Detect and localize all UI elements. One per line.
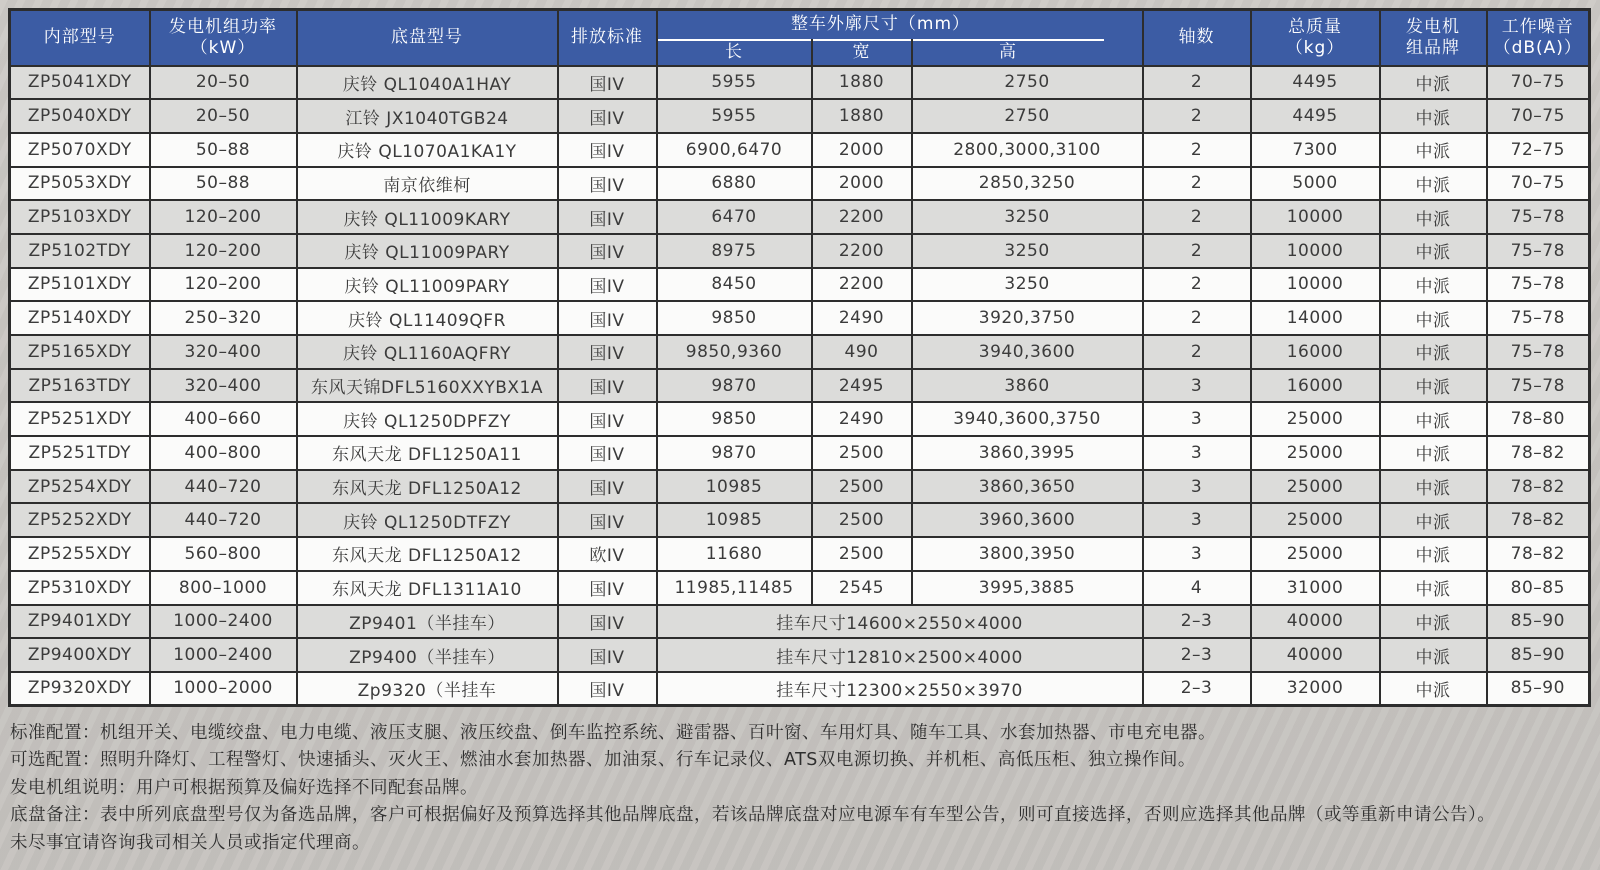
header-mass-line1: 总质量	[1288, 16, 1343, 37]
cell-power: 440–720	[150, 503, 297, 537]
cell-height: 2750	[912, 99, 1143, 133]
cell-axles: 2	[1143, 200, 1251, 234]
cell-mass: 25000	[1251, 470, 1380, 504]
cell-height: 3250	[912, 268, 1143, 302]
cell-model: ZP5251XDY	[10, 402, 150, 436]
cell-axles: 3	[1143, 503, 1251, 537]
cell-width: 2200	[812, 268, 912, 302]
cell-axles: 3	[1143, 436, 1251, 470]
cell-mass: 7300	[1251, 133, 1380, 167]
cell-axles: 3	[1143, 537, 1251, 571]
cell-mass: 31000	[1251, 571, 1380, 605]
cell-emission: 国IV	[558, 605, 657, 639]
cell-power: 1000–2400	[150, 605, 297, 639]
cell-model: ZP5103XDY	[10, 200, 150, 234]
cell-brand: 中派	[1380, 672, 1487, 706]
cell-emission: 欧IV	[558, 537, 657, 571]
cell-emission: 国IV	[558, 369, 657, 403]
cell-emission: 国IV	[558, 638, 657, 672]
cell-mass: 32000	[1251, 672, 1380, 706]
cell-height: 3960,3600	[912, 503, 1143, 537]
cell-chassis: 江铃 JX1040TGB24	[297, 99, 558, 133]
cell-width: 2490	[812, 301, 912, 335]
cell-mass: 5000	[1251, 167, 1380, 201]
cell-length: 9850,9360	[657, 335, 812, 369]
cell-emission: 国IV	[558, 402, 657, 436]
cell-width: 2495	[812, 369, 912, 403]
cell-axles: 2	[1143, 234, 1251, 268]
cell-model: ZP5251TDY	[10, 436, 150, 470]
cell-width: 2200	[812, 234, 912, 268]
cell-length: 10985	[657, 503, 812, 537]
table-row	[10, 133, 1590, 167]
cell-emission: 国IV	[558, 133, 657, 167]
cell-model: ZP5165XDY	[10, 335, 150, 369]
header-mass-line2: （kg）	[1285, 37, 1345, 58]
cell-chassis: 庆铃 QL1070A1KA1Y	[297, 133, 558, 167]
cell-power: 1000–2000	[150, 672, 297, 706]
cell-brand: 中派	[1380, 638, 1487, 672]
cell-power: 120–200	[150, 234, 297, 268]
header-brand-line2: 组品牌	[1406, 37, 1461, 58]
cell-mass: 10000	[1251, 200, 1380, 234]
cell-length: 11680	[657, 537, 812, 571]
cell-brand: 中派	[1380, 402, 1487, 436]
cell-length: 6470	[657, 200, 812, 234]
cell-chassis: ZP9400（半挂车）	[297, 638, 558, 672]
cell-emission: 国IV	[558, 167, 657, 201]
cell-model: ZP5254XDY	[10, 470, 150, 504]
cell-emission: 国IV	[558, 200, 657, 234]
cell-length: 9850	[657, 301, 812, 335]
cell-model: ZP5040XDY	[10, 99, 150, 133]
cell-height: 3860	[912, 369, 1143, 403]
cell-model: ZP9320XDY	[10, 672, 150, 706]
cell-length: 10985	[657, 470, 812, 504]
cell-width: 1880	[812, 66, 912, 100]
note-optional-config: 可选配置：照明升降灯、工程警灯、快速插头、灭火王、燃油水套加热器、加油泵、行车记录仪、ATS双电源切换、并机柜、高低压柜、独立操作间。	[10, 750, 1196, 771]
cell-power: 800–1000	[150, 571, 297, 605]
header-height: 高	[912, 40, 1105, 66]
cell-length: 8975	[657, 234, 812, 268]
header-power-line2: （kW）	[190, 37, 256, 58]
cell-length: 6880	[657, 167, 812, 201]
table-row	[10, 402, 1590, 436]
cell-mass: 16000	[1251, 369, 1380, 403]
note-standard-config: 标准配置：机组开关、电缆绞盘、电力电缆、液压支腿、液压绞盘、倒车监控系统、避雷器、百叶窗、车用灯具、随车工具、水套加热器、市电充电器。	[10, 723, 1216, 743]
cell-power: 20–50	[150, 99, 297, 133]
cell-model: ZP9400XDY	[10, 638, 150, 672]
cell-chassis: 庆铃 QL11009KARY	[297, 200, 558, 234]
cell-power: 120–200	[150, 200, 297, 234]
cell-power: 120–200	[150, 268, 297, 302]
cell-brand: 中派	[1380, 436, 1487, 470]
cell-axles: 3	[1143, 470, 1251, 504]
cell-brand: 中派	[1380, 268, 1487, 302]
cell-axles: 2	[1143, 301, 1251, 335]
cell-height: 3920,3750	[912, 301, 1143, 335]
cell-height: 2750	[912, 66, 1143, 100]
cell-axles: 2	[1143, 99, 1251, 133]
cell-length: 8450	[657, 268, 812, 302]
cell-mass: 40000	[1251, 605, 1380, 639]
header-brand-line1: 发电机	[1406, 16, 1461, 37]
cell-mass: 14000	[1251, 301, 1380, 335]
notes-section	[10, 720, 1590, 857]
cell-chassis: 庆铃 QL1250DTFZY	[297, 503, 558, 537]
table-body	[10, 66, 1590, 706]
table-row	[10, 436, 1590, 470]
cell-width: 2200	[812, 200, 912, 234]
cell-brand: 中派	[1380, 369, 1487, 403]
cell-height: 3940,3600	[912, 335, 1143, 369]
header-chassis: 底盘型号	[297, 10, 558, 66]
cell-power: 250–320	[150, 301, 297, 335]
cell-axles: 2–3	[1143, 672, 1251, 706]
cell-emission: 国IV	[558, 436, 657, 470]
cell-height: 3860,3995	[912, 436, 1143, 470]
cell-axles: 2	[1143, 133, 1251, 167]
header-mass	[1251, 10, 1380, 66]
cell-axles: 3	[1143, 369, 1251, 403]
cell-length: 6900,6470	[657, 133, 812, 167]
cell-noise: 78–82	[1487, 503, 1590, 537]
cell-chassis: 南京依维柯	[297, 167, 558, 201]
table-row	[10, 234, 1590, 268]
cell-chassis: 东风天锦DFL5160XXYBX1A	[297, 369, 558, 403]
cell-width: 490	[812, 335, 912, 369]
cell-noise: 72–75	[1487, 133, 1590, 167]
cell-height: 3800,3950	[912, 537, 1143, 571]
cell-power: 440–720	[150, 470, 297, 504]
table-row	[10, 200, 1590, 234]
cell-length: 9870	[657, 369, 812, 403]
cell-height: 3860,3650	[912, 470, 1143, 504]
header-noise-line1: 工作噪音	[1501, 16, 1574, 37]
cell-emission: 国IV	[558, 99, 657, 133]
cell-mass: 25000	[1251, 503, 1380, 537]
cell-noise: 75–78	[1487, 301, 1590, 335]
cell-model: ZP5140XDY	[10, 301, 150, 335]
cell-mass: 4495	[1251, 66, 1380, 100]
cell-axles: 2	[1143, 66, 1251, 100]
cell-noise: 70–75	[1487, 66, 1590, 100]
cell-brand: 中派	[1380, 605, 1487, 639]
cell-power: 560–800	[150, 537, 297, 571]
cell-chassis: 东风天龙 DFL1250A12	[297, 470, 558, 504]
cell-noise: 75–78	[1487, 335, 1590, 369]
cell-chassis: 庆铃 QL1160AQFRY	[297, 335, 558, 369]
cell-brand: 中派	[1380, 537, 1487, 571]
cell-length: 5955	[657, 66, 812, 100]
cell-brand: 中派	[1380, 99, 1487, 133]
header-model: 内部型号	[10, 10, 150, 66]
table-row	[10, 268, 1590, 302]
cell-power: 50–88	[150, 167, 297, 201]
cell-length: 5955	[657, 99, 812, 133]
cell-chassis: 庆铃 QL1040A1HAY	[297, 66, 558, 100]
header-noise	[1487, 10, 1590, 66]
cell-brand: 中派	[1380, 571, 1487, 605]
cell-dims_merged: 挂车尺寸12300×2550×3970	[657, 672, 1143, 706]
cell-emission: 国IV	[558, 571, 657, 605]
cell-width: 2000	[812, 133, 912, 167]
cell-brand: 中派	[1380, 133, 1487, 167]
cell-brand: 中派	[1380, 167, 1487, 201]
cell-chassis: ZP9401（半挂车）	[297, 605, 558, 639]
cell-noise: 85–90	[1487, 605, 1590, 639]
cell-axles: 2	[1143, 268, 1251, 302]
table-row	[10, 503, 1590, 537]
cell-chassis: 东风天龙 DFL1250A11	[297, 436, 558, 470]
table-row	[10, 605, 1590, 639]
cell-emission: 国IV	[558, 503, 657, 537]
cell-mass: 10000	[1251, 234, 1380, 268]
cell-power: 320–400	[150, 369, 297, 403]
cell-width: 1880	[812, 99, 912, 133]
cell-model: ZP5070XDY	[10, 133, 150, 167]
cell-height: 2850,3250	[912, 167, 1143, 201]
header-width: 宽	[812, 40, 912, 66]
cell-axles: 4	[1143, 571, 1251, 605]
cell-width: 2490	[812, 402, 912, 436]
cell-chassis: 东风天龙 DFL1250A12	[297, 537, 558, 571]
cell-noise: 70–75	[1487, 99, 1590, 133]
cell-emission: 国IV	[558, 268, 657, 302]
table-row	[10, 638, 1590, 672]
cell-axles: 2	[1143, 167, 1251, 201]
cell-emission: 国IV	[558, 66, 657, 100]
cell-model: ZP5101XDY	[10, 268, 150, 302]
table-row	[10, 167, 1590, 201]
cell-emission: 国IV	[558, 234, 657, 268]
cell-width: 2500	[812, 436, 912, 470]
header-power-line1: 发电机组功率	[169, 16, 277, 37]
cell-chassis: 东风天龙 DFL1311A10	[297, 571, 558, 605]
cell-power: 1000–2400	[150, 638, 297, 672]
cell-width: 2500	[812, 537, 912, 571]
cell-noise: 70–75	[1487, 167, 1590, 201]
cell-chassis: 庆铃 QL1250DPFZY	[297, 402, 558, 436]
cell-brand: 中派	[1380, 503, 1487, 537]
cell-mass: 10000	[1251, 268, 1380, 302]
cell-height: 3250	[912, 200, 1143, 234]
table-row	[10, 369, 1590, 403]
cell-brand: 中派	[1380, 234, 1487, 268]
cell-noise: 78–82	[1487, 470, 1590, 504]
cell-mass: 4495	[1251, 99, 1380, 133]
table-header	[10, 10, 1590, 66]
cell-power: 320–400	[150, 335, 297, 369]
table-row	[10, 301, 1590, 335]
header-power	[150, 10, 297, 66]
header-length: 长	[657, 40, 812, 66]
cell-dims_merged: 挂车尺寸12810×2500×4000	[657, 638, 1143, 672]
cell-power: 50–88	[150, 133, 297, 167]
cell-model: ZP5252XDY	[10, 503, 150, 537]
header-axles: 轴数	[1143, 10, 1251, 66]
cell-chassis: Zp9320（半挂车	[297, 672, 558, 706]
header-dimensions-group: 整车外廓尺寸（mm）	[657, 10, 1105, 40]
cell-model: ZP5053XDY	[10, 167, 150, 201]
header-noise-line2: （dB(A)）	[1493, 37, 1582, 58]
cell-mass: 40000	[1251, 638, 1380, 672]
cell-width: 2500	[812, 503, 912, 537]
cell-noise: 75–78	[1487, 268, 1590, 302]
cell-noise: 75–78	[1487, 200, 1590, 234]
cell-length: 9870	[657, 436, 812, 470]
table-row	[10, 571, 1590, 605]
note-chassis-remark: 底盘备注：表中所列底盘型号仅为备选品牌，客户可根据偏好及预算选择其他品牌底盘，若该品牌底盘对应电源车有车型公告，则可直接选择，否则应选择其他品牌（或等重新申请公告）。	[10, 805, 1496, 826]
header-row-1	[10, 10, 1590, 40]
cell-width: 2000	[812, 167, 912, 201]
table-row	[10, 335, 1590, 369]
cell-emission: 国IV	[558, 470, 657, 504]
cell-noise: 78–82	[1487, 436, 1590, 470]
cell-chassis: 庆铃 QL11009PARY	[297, 234, 558, 268]
cell-chassis: 庆铃 QL11009PARY	[297, 268, 558, 302]
cell-power: 400–660	[150, 402, 297, 436]
cell-chassis: 庆铃 QL11409QFR	[297, 301, 558, 335]
table-row	[10, 99, 1590, 133]
cell-model: ZP5102TDY	[10, 234, 150, 268]
cell-brand: 中派	[1380, 470, 1487, 504]
cell-mass: 25000	[1251, 402, 1380, 436]
spec-table	[8, 8, 1591, 707]
cell-noise: 75–78	[1487, 369, 1590, 403]
table-row	[10, 66, 1590, 100]
table-row	[10, 470, 1590, 504]
cell-model: ZP9401XDY	[10, 605, 150, 639]
cell-length: 11985,11485	[657, 571, 812, 605]
cell-axles: 3	[1143, 402, 1251, 436]
cell-noise: 75–78	[1487, 234, 1590, 268]
cell-width: 2545	[812, 571, 912, 605]
cell-height: 2800,3000,3100	[912, 133, 1143, 167]
cell-axles: 2	[1143, 335, 1251, 369]
cell-model: ZP5255XDY	[10, 537, 150, 571]
cell-noise: 80–85	[1487, 571, 1590, 605]
cell-noise: 85–90	[1487, 638, 1590, 672]
cell-power: 20–50	[150, 66, 297, 100]
cell-mass: 25000	[1251, 537, 1380, 571]
cell-noise: 78–80	[1487, 402, 1590, 436]
cell-noise: 78–82	[1487, 537, 1590, 571]
cell-model: ZP5310XDY	[10, 571, 150, 605]
cell-mass: 25000	[1251, 436, 1380, 470]
cell-emission: 国IV	[558, 672, 657, 706]
cell-height: 3250	[912, 234, 1143, 268]
cell-axles: 2–3	[1143, 638, 1251, 672]
table-row	[10, 537, 1590, 571]
note-contact: 未尽事宜请咨询我司相关人员或指定代理商。	[10, 832, 370, 853]
cell-model: ZP5041XDY	[10, 66, 150, 100]
cell-noise: 85–90	[1487, 672, 1590, 706]
cell-axles: 2–3	[1143, 605, 1251, 639]
header-brand	[1380, 10, 1487, 66]
cell-brand: 中派	[1380, 200, 1487, 234]
cell-brand: 中派	[1380, 301, 1487, 335]
cell-height: 3995,3885	[912, 571, 1143, 605]
header-gap-strip	[1105, 10, 1143, 66]
cell-height: 3940,3600,3750	[912, 402, 1143, 436]
cell-brand: 中派	[1380, 335, 1487, 369]
header-emission: 排放标准	[558, 10, 657, 66]
cell-emission: 国IV	[558, 335, 657, 369]
cell-dims_merged: 挂车尺寸14600×2550×4000	[657, 605, 1143, 639]
cell-mass: 16000	[1251, 335, 1380, 369]
note-genset-remark: 发电机组说明：用户可根据预算及偏好选择不同配套品牌。	[10, 777, 478, 798]
cell-width: 2500	[812, 470, 912, 504]
table-row	[10, 672, 1590, 706]
cell-length: 9850	[657, 402, 812, 436]
cell-brand: 中派	[1380, 66, 1487, 100]
cell-model: ZP5163TDY	[10, 369, 150, 403]
cell-emission: 国IV	[558, 301, 657, 335]
cell-power: 400–800	[150, 436, 297, 470]
